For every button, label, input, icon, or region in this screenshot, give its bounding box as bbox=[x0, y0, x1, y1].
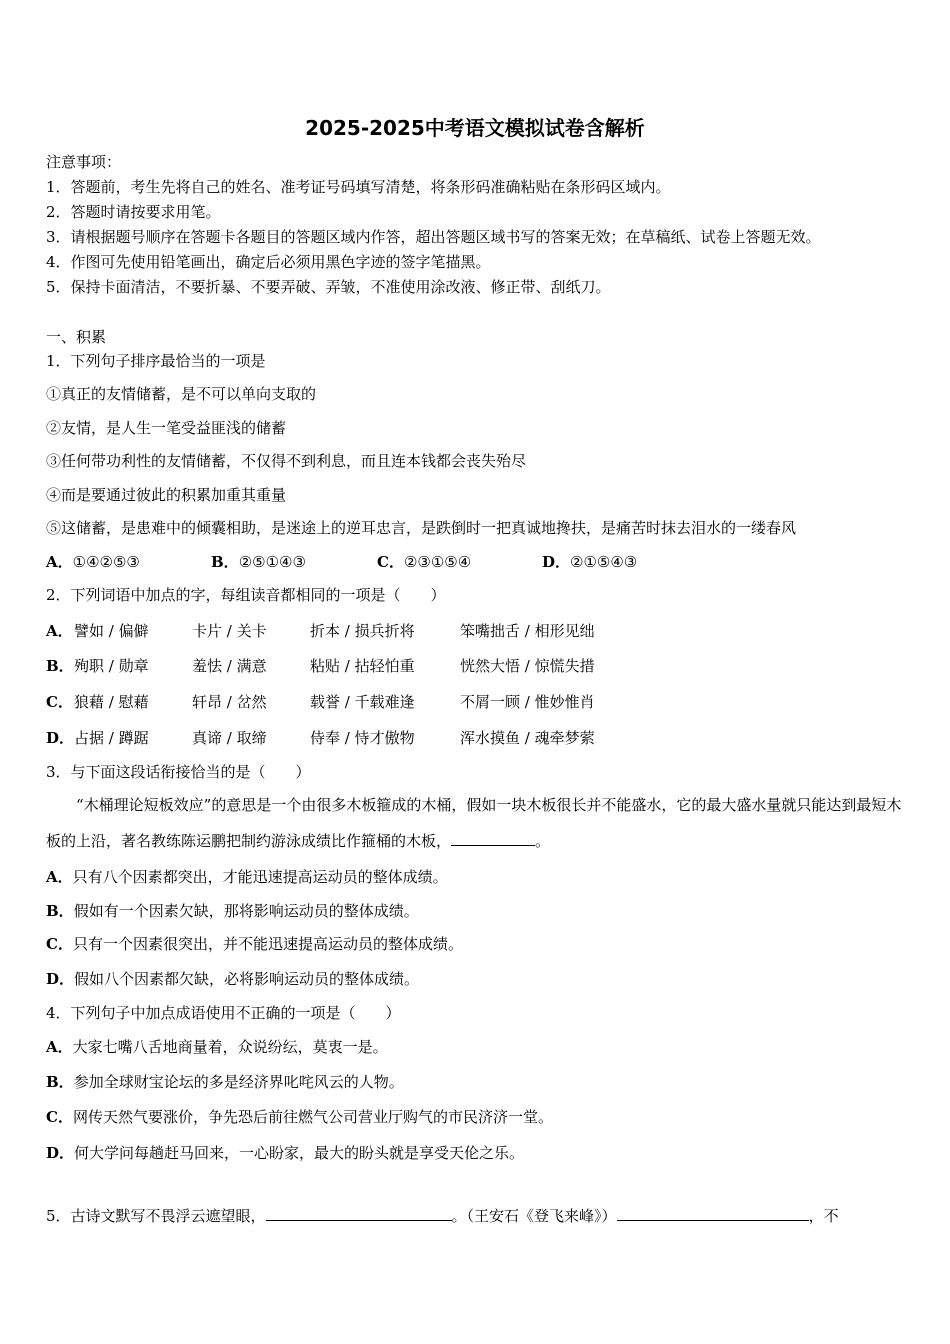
sentence-item: ③任何带功利性的友情储蓄，不仅得不到利息，而且连本钱都会丧失殆尽 bbox=[46, 452, 527, 470]
option-d[interactable]: D．②①⑤④③ bbox=[542, 553, 638, 571]
word-pair: 恍然大悟 / 惊慌失措 bbox=[460, 657, 595, 675]
word-pair: 卡片 / 关卡 bbox=[192, 622, 267, 640]
option-d[interactable]: D． 占据 / 蹲踞 真谛 / 取缔 侍奉 / 恃才傲物 浑水摸鱼 / 魂牵梦萦 bbox=[46, 729, 595, 747]
option-d[interactable]: D．何大学问每趟赶马回来，一心盼家，最大的盼头就是享受天伦之乐。 bbox=[46, 1144, 525, 1162]
question-stem: 4．下列句子中加点成语使用不正确的一项是（ ） bbox=[46, 1004, 401, 1022]
word-pair: 羞怯 / 满意 bbox=[192, 657, 267, 675]
sentence-item: ①真正的友情储蓄，是不可以单向支取的 bbox=[46, 385, 317, 403]
option-c[interactable]: C． 狼藉 / 慰藉 轩昂 / 岔然 载誉 / 千载难逢 不屑一顾 / 惟妙惟肖 bbox=[46, 693, 595, 711]
question-stem: 1．下列句子排序最恰当的一项是 bbox=[46, 352, 266, 370]
option-a[interactable]: A．只有八个因素都突出，才能迅速提高运动员的整体成绩。 bbox=[46, 868, 448, 886]
option-b[interactable]: B．②⑤①④③ bbox=[211, 553, 306, 571]
option-d[interactable]: D．假如八个因素都欠缺，必将影响运动员的整体成绩。 bbox=[46, 970, 420, 988]
word-pair: 粘贴 / 拈轻怕重 bbox=[310, 657, 415, 675]
word-pair: 侍奉 / 恃才傲物 bbox=[310, 729, 415, 747]
sentence-item: ②友情，是人生一笔受益匪浅的储蓄 bbox=[46, 419, 287, 437]
fill-blank[interactable] bbox=[266, 1204, 452, 1221]
word-pair: 譬如 / 偏僻 bbox=[74, 622, 149, 640]
q1-options bbox=[46, 551, 906, 573]
word-pair: 真谛 / 取缔 bbox=[192, 729, 267, 747]
word-pair: 占据 / 蹲踞 bbox=[74, 729, 149, 747]
option-a[interactable]: A． 譬如 / 偏僻 卡片 / 关卡 折本 / 损兵折将 笨嘴拙舌 / 相形见绌 bbox=[46, 622, 595, 640]
word-pair: 笨嘴拙舌 / 相形见绌 bbox=[460, 622, 595, 640]
sentence-item: ④而是要通过彼此的积累加重其重量 bbox=[46, 486, 287, 504]
notice-item: 1．答题前，考生先将自己的姓名、准考证号码填写清楚，将条形码准确粘贴在条形码区域内。 bbox=[46, 178, 671, 196]
notice-item: 4．作图可先使用铅笔画出，确定后必须用黑色字迹的签字笔描黑。 bbox=[46, 253, 491, 271]
option-b[interactable]: B．假如有一个因素欠缺，那将影响运动员的整体成绩。 bbox=[46, 902, 419, 920]
sentence-item: ⑤这储蓄，是患难中的倾囊相助，是迷途上的逆耳忠言，是跌倒时一把真诚地搀扶，是痛苦时抹去泪水的一缕春风 bbox=[46, 519, 797, 537]
section-heading: 一、积累 bbox=[46, 328, 107, 346]
notice-heading: 注意事项： bbox=[46, 153, 122, 171]
question-passage: “木桶理论短板效应”的意思是一个由很多木板箍成的木桶，假如一块木板很长并不能盛水，它的最大盛水量就只能达到最短木板的上沿，著名教练陈运鹏把制约游泳成绩比作箍桶的木板， 。 bbox=[46, 796, 902, 850]
question-stem: 2．下列词语中加点的字，每组读音都相同的一项是（ ） bbox=[46, 586, 446, 604]
question-stem: 5．古诗文默写不畏浮云遮望眼， 。（王安石《登飞来峰》） ，不 bbox=[46, 1204, 839, 1226]
word-pair: 轩昂 / 岔然 bbox=[192, 693, 267, 711]
question-stem: 3．与下面这段话衔接恰当的是（ ） bbox=[46, 763, 311, 781]
option-c[interactable]: C．②③①⑤④ bbox=[377, 553, 472, 571]
option-b[interactable]: B． 殉职 / 勋章 羞怯 / 满意 粘贴 / 拈轻怕重 恍然大悟 / 惊慌失措 bbox=[46, 657, 595, 675]
notice-item: 3．请根据题号顺序在答题卡各题目的答题区域内作答，超出答题区域书写的答案无效；在草稿纸、试卷上答题无效。 bbox=[46, 228, 821, 246]
notice-item: 2．答题时请按要求用笔。 bbox=[46, 203, 221, 221]
word-pair: 浑水摸鱼 / 魂牵梦萦 bbox=[460, 729, 595, 747]
option-a[interactable]: A．大家七嘴八舌地商量着，众说纷纭，莫衷一是。 bbox=[46, 1038, 388, 1056]
option-c[interactable]: C．网传天然气要涨价，争先恐后前往燃气公司营业厅购气的市民济济一堂。 bbox=[46, 1108, 553, 1126]
word-pair: 折本 / 损兵折将 bbox=[310, 622, 415, 640]
word-pair: 狼藉 / 慰藉 bbox=[74, 693, 149, 711]
word-pair: 殉职 / 勋章 bbox=[74, 657, 149, 675]
notice-item: 5．保持卡面清洁，不要折暴、不要弄破、弄皱，不准使用涂改液、修正带、刮纸刀。 bbox=[46, 278, 611, 296]
page-title: 2025-2025中考语文模拟试卷含解析 bbox=[305, 116, 645, 140]
fill-blank[interactable] bbox=[617, 1204, 809, 1221]
option-a[interactable]: A．①④②⑤③ bbox=[46, 553, 140, 571]
option-b[interactable]: B．参加全球财宝论坛的多是经济界叱咤风云的人物。 bbox=[46, 1073, 404, 1091]
word-pair: 载誉 / 千载难逢 bbox=[310, 693, 415, 711]
option-c[interactable]: C．只有一个因素很突出，并不能迅速提高运动员的整体成绩。 bbox=[46, 935, 463, 953]
word-pair: 不屑一顾 / 惟妙惟肖 bbox=[460, 693, 595, 711]
fill-blank[interactable] bbox=[451, 829, 535, 846]
